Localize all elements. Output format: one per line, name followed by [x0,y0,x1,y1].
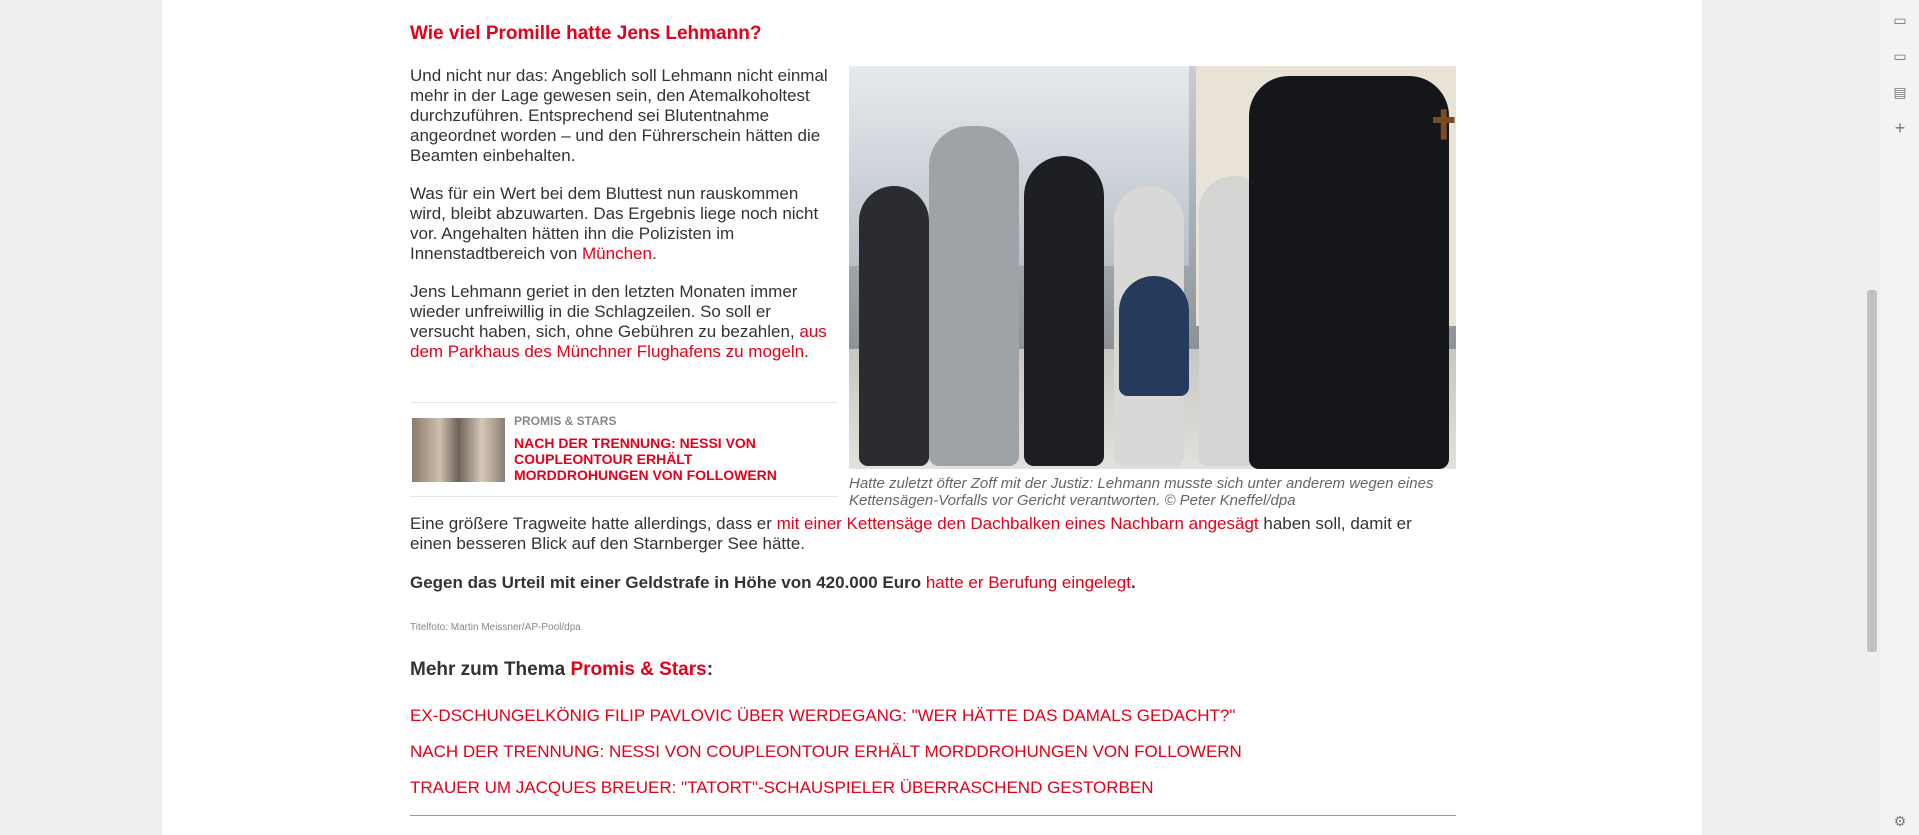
scrollbar-thumb[interactable] [1867,290,1877,652]
link-parkhaus[interactable]: aus dem Parkhaus des Münchner Flughafens zu mogeln [410,322,827,361]
link-muenchen[interactable]: München [582,244,652,263]
title-photo-credit: Titelfoto: Martin Meissner/AP-Pool/dpa [410,622,581,633]
photo-person [1119,276,1189,396]
paragraph-4 [410,514,1456,554]
plus-icon[interactable]: + [1894,118,1906,138]
teaser-title[interactable]: NACH DER TRENNUNG: NESSI VON COUPLEONTOUR ERHÄLT MORDDROHUNGEN VON FOLLOWERN [514,435,777,483]
article-figure [849,66,1461,509]
section-heading: Wie viel Promille hatte Jens Lehmann? [410,23,762,44]
scrollbar[interactable] [1866,0,1878,835]
paragraph-3-text: Jens Lehmann geriet in den letzten Monaten immer wieder unfreiwillig in die Schlagzeilen. So soll er versucht haben, sich, ohne Gebühren zu bezahlen, [410,282,800,341]
related-link[interactable]: TRAUER UM JACQUES BREUER: "TATORT"-SCHAUSPIELER ÜBERRASCHEND GESTORBEN [410,778,1154,797]
paragraph-4-end: haben soll, damit er einen besseren Blick auf den Starnberger See hätte. [410,514,1412,553]
more-prefix: Mehr zum Thema [410,659,571,680]
paragraph-5-end: . [1130,573,1136,592]
more-topic-heading [410,659,713,681]
paragraph-4-text: Eine größere Tragweite hatte allerdings, dass er [410,514,777,533]
divider [410,815,1456,816]
photo-person [859,186,929,466]
paragraph-1: Und nicht nur das: Angeblich soll Lehmann nicht einmal mehr in der Lage gewesen sein, den Atemalkoholtest durchzuführen. Entsprechend sei Blutentnahme angeordnet worden – und den Führerschein hätten die Beamten einbehalten. [410,66,828,165]
related-teaser[interactable] [410,402,838,497]
article-photo [849,66,1461,469]
browser-sidebar [1880,0,1919,835]
photo-person [1249,76,1449,469]
photo-person [929,126,1019,466]
paragraph-5-text: Gegen das Urteil mit einer Geldstrafe in Höhe von 420.000 Euro [410,573,926,592]
paragraph-2-end: . [651,244,657,263]
cross-icon: ✝ [1427,104,1461,148]
caption-text: Hatte zuletzt öfter Zoff mit der Justiz: Lehmann musste sich unter anderem wegen eines Kettensägen-Vorfalls vor Gericht verantworten. [849,475,1434,509]
link-kettensaege[interactable]: mit einer Kettensäge den Dachbalken eines Nachbarn angesägt [776,514,1259,533]
related-links [410,706,1242,814]
link-berufung[interactable]: hatte er Berufung eingelegt [925,573,1131,592]
article-left-column [410,66,838,380]
paragraph-2-text: Was für ein Wert bei dem Bluttest nun rauskommen wird, bleibt abzuwarten. Das Ergebnis liege noch nicht vor. Angehalten hätten ihn die Polizisten im Innenstadtbereich von [410,184,819,263]
related-link[interactable]: NACH DER TRENNUNG: NESSI VON COUPLEONTOUR ERHÄLT MORDDROHUNGEN VON FOLLOWERN [410,742,1242,761]
paragraph-2 [410,184,838,264]
image-caption [849,475,1456,509]
bookmark-icon[interactable]: ▭ [1893,12,1907,28]
teaser-thumbnail[interactable] [412,418,505,482]
caption-credit: © Peter Kneffel/dpa [1164,492,1296,509]
paragraph-5 [410,573,1456,593]
paragraph-3-end: . [804,342,809,361]
more-topic-link[interactable]: Promis & Stars [570,659,707,680]
more-suffix: : [706,659,714,680]
reader-icon[interactable]: ▤ [1893,84,1907,100]
teaser-kicker: PROMIS & STARS [514,414,617,428]
page-container [162,0,1702,835]
photo-person [1024,156,1104,466]
related-link[interactable]: EX-DSCHUNGELKÖNIG FILIP PAVLOVIC ÜBER WERDEGANG: "WER HÄTTE DAS DAMALS GEDACHT?" [410,706,1236,725]
settings-icon[interactable]: ⚙ [1893,813,1907,829]
video-icon[interactable]: ▭ [1893,48,1907,64]
paragraph-3 [410,282,838,362]
